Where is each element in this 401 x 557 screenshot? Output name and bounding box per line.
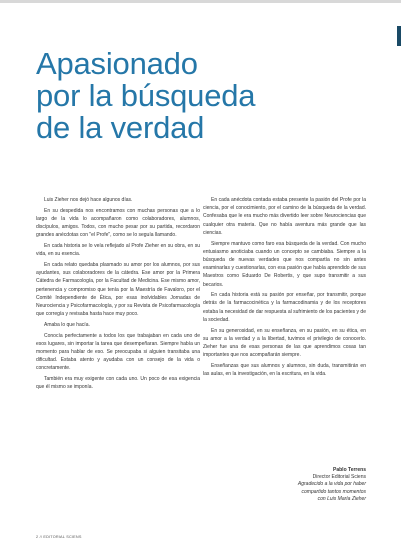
- author-role: Director Editorial Sciens: [312, 474, 366, 481]
- dedication-line: compartido tantos momentos: [301, 488, 366, 495]
- signature-block: [203, 467, 366, 503]
- paragraph: En cada relato quedaba plasmado su amor por los alumnos, por sus ayudantes, sus colaboradores de la cátedra. Ese amor por la Primera Cátedra de Farmacología, por la Facultad de Medicina. Ese mismo amor, pertenencia y compromiso que tenía por la Maestría de Favaloro, por el Comité Independiente de Ética, por esas inolvidables Jornadas de Neurociencia y Psicofarmacología, y por su Revista de Psicofarmacología que corregía y revisaba hasta hace muy poco.: [36, 261, 200, 318]
- paragraph: En cada anécdota contada estaba presente la pasión del Profe por la ciencia, por el conocimiento, por el camino de la búsqueda de la verdad. Confesaba que le era mucho más divertido leer sobre Neurociencias que cualquier otra materia. Que no había aventura más grande que las ciencias.: [203, 197, 366, 236]
- paragraph: En su despedida nos encontramos con muchas personas que a lo largo de la vida lo acompañaron como colaboradores, alumnos, discípulos, amigos. Todos, con mucho pesar por su partida, recordaron grandes anécdotas con "el Profe", como se lo seguía llamando.: [36, 207, 200, 239]
- paragraph: Siempre mantuvo como faro esa búsqueda de la verdad. Con mucho entusiasmo anoticiaba cuando un concepto se cambiaba. Siempre a la búsqueda de nuevas verdades que nos compartía no sin antes examinarlas y cuestionarlas, con esa pasión que había aprendido de sus Maestros como Eduardo De Robertis, y que supo transmitir a sus becarios.: [203, 240, 366, 288]
- section-marker: [397, 26, 401, 46]
- dedication-line: con Luis María Zieher: [317, 495, 366, 502]
- paragraph: Luis Zieher nos dejó hace algunos días.: [44, 197, 133, 203]
- author-name: Pablo Terrens: [333, 467, 366, 473]
- paragraph: Conocía perfectamente a todos los que trabajaban en cada uno de esos lugares, sin importar la tarea que desempeñaran. Siempre había un momento para hablar de eso. Se preocupaba si alguien transitaba una dificultad. Estaba atento y ayudaba con un consejo de la vida o concretamente.: [36, 332, 200, 372]
- article-title: [36, 48, 356, 144]
- page-footer: 2 // EDITORIAL SCIENS: [36, 535, 82, 539]
- dedication-line: Agradecido a la vida por haber: [297, 481, 366, 488]
- paragraph: En cada historia está su pasión por enseñar, por transmitir, porque detrás de la farmacocinética y la farmacodinamia y de los receptores estaba la necesidad de dar respuesta al sufrimiento de los pacientes y de la sociedad.: [203, 292, 366, 323]
- left-column: [36, 196, 200, 391]
- title-line: de la verdad: [36, 110, 205, 145]
- paragraph: También era muy exigente con cada uno. Un poco de esa exigencia que él mismo se imponía.: [36, 376, 200, 391]
- paragraph: En su generosidad, en su enseñanza, en su pasión, en su ética, en su amor a la verdad y a la libertad, tuvimos el privilegio de conocerlo. Zieher fue una de esas personas de las que aprendimos cosas tan importantes que nos acompañarán siempre.: [203, 327, 366, 359]
- paragraph: Amaba lo que hacía.: [44, 321, 90, 328]
- paragraph: En cada historia se lo veía reflejado al Profe Zieher en su obra, en su vida, en su esencia.: [36, 243, 200, 258]
- title-line: por la búsqueda: [36, 78, 256, 113]
- right-column: [203, 196, 366, 378]
- paragraph: Enseñanzas que sus alumnos y alumnos, sin duda, transmitirán en las aulas, en la investigación, en la escritura, en la vida.: [203, 362, 366, 378]
- top-divider: [0, 0, 401, 3]
- title-line: Apasionado: [36, 46, 198, 81]
